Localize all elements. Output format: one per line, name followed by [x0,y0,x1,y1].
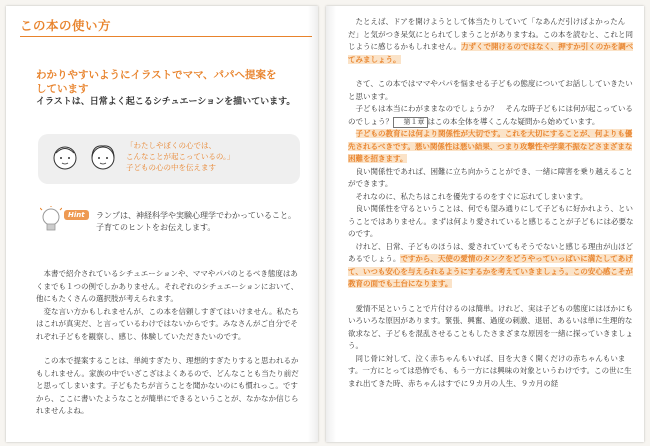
paragraph-text: けれど、日常、子どものほうは、愛されていてもそうでないと感じる理由が山ほどあるでしょう。 [348,241,633,263]
lightbulb-icon [40,206,62,236]
highlighted-text: 力ずくで開けるのではなく、押すか引くのかを調べてみましょう。 [348,42,634,64]
paragraph: 本書で紹介されているシチュエーションや、ママやパパのとるべき態度はあくまでも１つの例でしかありません。それぞれのシチュエーションにおいて、他にもたくさんの選択肢が考えられます。 [36,269,299,303]
hint-text: ランプは、神経科学や実験心理学でわかっていること。子育てのヒントをお伝えします。 [96,211,296,232]
paragraph-text: はこの本全体を導くこんな疑問から始めています。 [427,116,600,126]
paragraph: 変な言い方かもしれませんが、この本を信頼しすぎてはいけません。私たちはこれが真実だ、と言っているわけではないからです。みなさんがご自分でそれぞれ子どもを観察し、感じ、体験していただきたいのです。 [36,306,299,341]
paragraph: 愛情不足ということで片付けるのは簡単。けれど、実は子どもの態度にはほかにもいろいろな原因があります。緊張、興奮、過度の刺激、退屈、あるいは単に生理的な欲求など、子どもを混乱させることもしたさまざまな原因を一緒に探っていきましょう。 [348,303,633,350]
left-body-text [36,268,300,418]
paragraph: 良い関係性を守るということは、何でも望み通りにして子どもに好かれよう、ということではありません。まずは何より愛されていると感じることが子どもには必要なのです。 [348,204,634,238]
paragraph: この本で提案することは、単純すぎたり、理想的すぎたりすると思われるかもしれません。家族の中でいざこざはよくあるので、どんなことも当たり前だと思ってしまいます。子どもたちが言うことを聞かないのにも慣れっこ。ですから、ここに書いたようなことが簡単にできるということが、なかなか信じられませんよね。 [36,356,299,415]
callout-line-2: こんなことが起こっているの。」 [126,152,235,161]
paragraph: 同じ骨に対して、泣く赤ちゃんもいれば、目を大きく開くだけの赤ちゃんもいます。一方にとっては恐怖でも、もう一方には興味の対象というわけです。この世に生まれ出てきた時、赤ちゃんはすでに９カ月の人生、９カ月の経 [348,353,632,388]
callout-text [126,140,286,173]
paragraph [348,16,634,66]
callout-line-3: 子どもの心の中を伝えます [126,163,216,172]
paragraph: 良い関係性であれば、困難に立ち向かうことができ、一緒に障害を乗り越えることができます。 [348,166,633,188]
paragraph-text: たとえば、ドアを開けようとして体当たりしていて「なあんだ引けばよかったんだ」と気がつき呆気にとられてしまうことがありますね。この本を読むと、これと同じように感じるかもしれません。 [348,17,633,51]
lead-text: イラストは、日常よく起こるシチュエーションを描いています。 [36,97,296,107]
hint-badge: Hint [64,210,89,220]
title-divider [20,36,312,37]
paragraph [348,128,634,166]
highlighted-text: 子どもの教育には何より関係性が大切です。これを大切にすることが、何よりも優先されるべきです。悪い関係性は悪い結果、つまり攻撃性や学業不振などさまざまな困難を招きます。 [348,129,633,163]
right-page [326,6,644,442]
paragraph-text: 子どもは本当にわがままなのでしょうか？ そんな時子どもには何が起こっているのでしょう？ [348,104,633,126]
page-title: この本の使い方 [20,18,112,33]
boy-face-icon [50,142,80,172]
paragraph [348,103,634,128]
chapter-reference: 第１章 [393,117,428,128]
paragraph: それなのに、私たちはこれを優先するのをすぐに忘れてしまいます。 [355,191,588,201]
callout-line-1: 「わたしやぼくの心では、 [126,141,216,150]
paragraph: さて、この本ではママやパパを悩ませる子どもの態度についてお話ししていきたいと思います。 [348,79,633,101]
highlighted-text: ですから、天使の愛情のタンクをどうやっていっぱいに満たしてあげて、いつも安心を与えられるようにするかを考えていきましょう。この安心感こそが教育の面でも土台になります。 [348,254,633,288]
section-subheading: わかりやすいようにイラストでママ、パパへ提案をしています [36,69,277,95]
paragraph [348,241,634,291]
girl-face-icon [88,142,118,172]
right-body-text [348,16,634,390]
